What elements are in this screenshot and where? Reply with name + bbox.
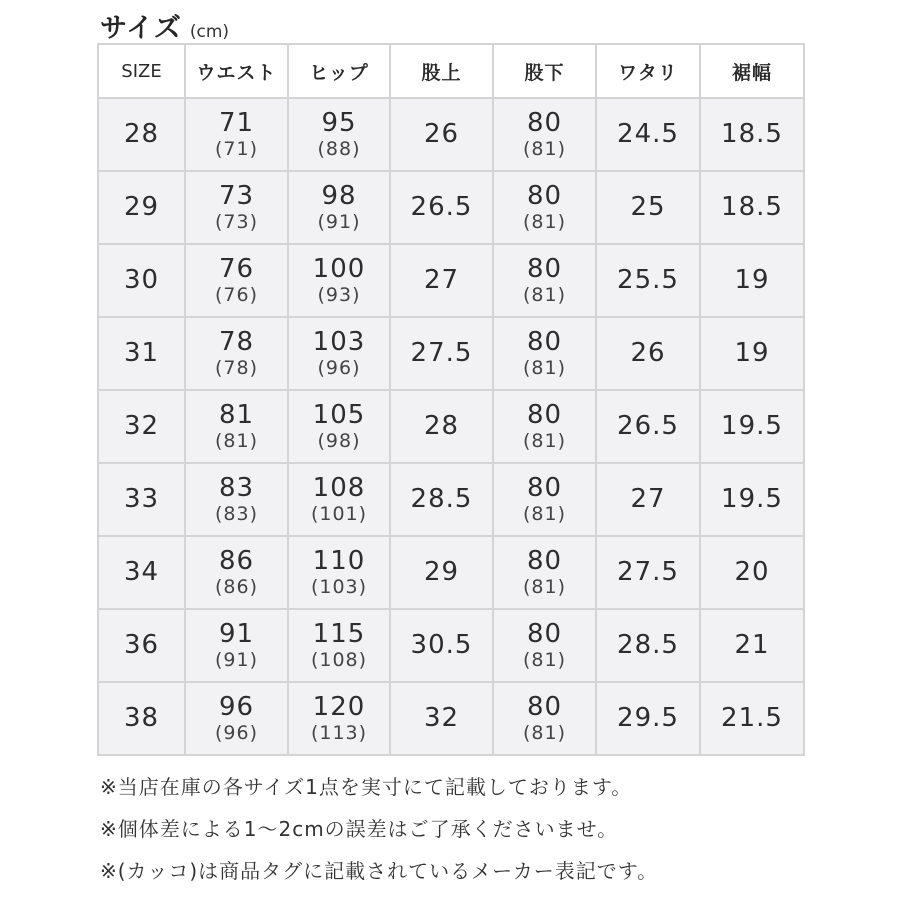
cell-thigh-value: 29.5 — [617, 703, 679, 733]
cell-size-value: 38 — [123, 703, 160, 733]
cell-inseam-value: 80 — [526, 546, 563, 576]
header-hip: ヒップ — [288, 44, 390, 98]
table-row — [98, 536, 804, 609]
cell-thigh-value: 25 — [630, 192, 666, 222]
cell-size — [98, 317, 185, 390]
cell-thigh-value: 24.5 — [617, 119, 679, 149]
cell-hem — [700, 536, 804, 609]
cell-thigh-value: 28.5 — [617, 630, 679, 660]
cell-inseam-value: 80 — [526, 327, 563, 357]
cell-inseam — [493, 463, 596, 536]
title-text: サイズ — [100, 13, 182, 44]
cell-size-value: 29 — [123, 192, 160, 222]
table-row — [98, 390, 804, 463]
cell-inseam — [493, 98, 596, 171]
cell-waist — [185, 536, 288, 609]
note-tag-label: ※(カッコ)は商品タグに記載されているメーカー表記です。 — [100, 859, 659, 883]
cell-hem-value: 21 — [734, 630, 770, 660]
table-row — [98, 98, 804, 171]
cell-hem — [700, 609, 804, 682]
cell-size-value: 34 — [123, 557, 160, 587]
cell-waist-value: 76 — [218, 254, 255, 284]
cell-waist-value: 96 — [218, 692, 255, 722]
cell-rise-value: 26.5 — [410, 192, 473, 222]
table-header — [98, 44, 804, 98]
cell-hip — [288, 536, 390, 609]
cell-inseam-tag-value: (81) — [522, 211, 566, 233]
cell-waist-tag-value: (78) — [214, 357, 258, 379]
cell-waist — [185, 317, 288, 390]
cell-inseam-tag-value: (81) — [522, 503, 566, 525]
cell-rise — [390, 317, 493, 390]
table-row — [98, 171, 804, 244]
cell-rise-value: 28.5 — [410, 484, 473, 514]
cell-inseam-tag-value: (81) — [522, 649, 566, 671]
cell-size — [98, 98, 185, 171]
cell-hip — [288, 98, 390, 171]
cell-hem — [700, 98, 804, 171]
cell-hip-tag-value: (103) — [310, 576, 368, 598]
cell-inseam-tag-value: (81) — [522, 284, 566, 306]
cell-inseam — [493, 317, 596, 390]
cell-size — [98, 390, 185, 463]
cell-thigh-value: 27.5 — [617, 557, 679, 587]
cell-rise — [390, 171, 493, 244]
notes — [100, 766, 880, 892]
cell-waist-tag-value: (96) — [214, 722, 258, 744]
cell-hip-tag-value: (91) — [317, 211, 361, 233]
cell-hip-tag-value: (98) — [317, 430, 361, 452]
header-rise: 股上 — [390, 44, 493, 98]
cell-inseam-tag-value: (81) — [522, 430, 566, 452]
cell-inseam-tag-value: (81) — [522, 138, 566, 160]
cell-hip-tag-value: (96) — [317, 357, 361, 379]
cell-rise — [390, 390, 493, 463]
cell-rise-value: 29 — [423, 557, 460, 587]
cell-thigh-value: 26.5 — [617, 411, 679, 441]
cell-thigh — [596, 682, 700, 755]
cell-inseam — [493, 609, 596, 682]
cell-thigh — [596, 317, 700, 390]
cell-waist-tag-value: (86) — [214, 576, 258, 598]
cell-size — [98, 609, 185, 682]
cell-hem-value: 20 — [734, 557, 770, 587]
note-tolerance: ※個体差による1〜2cmの誤差はご了承くださいませ。 — [100, 817, 619, 841]
cell-hip-tag-value: (113) — [310, 722, 368, 744]
cell-size-value: 30 — [123, 265, 160, 295]
cell-size-value: 33 — [123, 484, 160, 514]
cell-inseam-value: 80 — [526, 181, 563, 211]
cell-hip-value: 100 — [312, 254, 366, 284]
cell-hem — [700, 171, 804, 244]
cell-hip — [288, 171, 390, 244]
cell-waist-value: 91 — [218, 619, 255, 649]
header-thigh: ワタリ — [596, 44, 700, 98]
cell-inseam — [493, 390, 596, 463]
header-waist: ウエスト — [185, 44, 288, 98]
cell-hip-value: 110 — [312, 546, 366, 576]
cell-waist-value: 71 — [218, 108, 255, 138]
cell-rise-value: 28 — [423, 411, 460, 441]
cell-size-value: 32 — [123, 411, 160, 441]
cell-thigh — [596, 536, 700, 609]
cell-inseam — [493, 244, 596, 317]
cell-size — [98, 463, 185, 536]
cell-thigh — [596, 98, 700, 171]
cell-hip — [288, 317, 390, 390]
cell-hip-value: 108 — [312, 473, 366, 503]
cell-inseam-value: 80 — [526, 400, 563, 430]
cell-size-value: 36 — [123, 630, 160, 660]
cell-thigh — [596, 463, 700, 536]
cell-waist — [185, 609, 288, 682]
cell-waist-tag-value: (76) — [214, 284, 258, 306]
cell-hem — [700, 682, 804, 755]
cell-inseam-tag-value: (81) — [522, 576, 566, 598]
cell-hip-tag-value: (93) — [317, 284, 361, 306]
cell-hem-value: 18.5 — [721, 119, 783, 149]
cell-size — [98, 244, 185, 317]
cell-rise — [390, 609, 493, 682]
cell-waist — [185, 171, 288, 244]
cell-rise — [390, 536, 493, 609]
cell-hip-tag-value: (108) — [310, 649, 368, 671]
cell-rise — [390, 682, 493, 755]
page-title — [100, 6, 229, 42]
cell-rise-value: 26 — [423, 119, 460, 149]
cell-rise-value: 32 — [423, 703, 460, 733]
cell-waist-value: 78 — [218, 327, 255, 357]
cell-waist-value: 73 — [218, 181, 255, 211]
cell-size-value: 31 — [123, 338, 160, 368]
cell-waist-tag-value: (71) — [214, 138, 258, 160]
header-hem: 裾幅 — [700, 44, 804, 98]
cell-hip — [288, 609, 390, 682]
note-measurement: ※当店在庫の各サイズ1点を実寸にて記載しております。 — [100, 775, 633, 799]
table-row — [98, 244, 804, 317]
cell-hem — [700, 244, 804, 317]
cell-waist — [185, 682, 288, 755]
cell-thigh-value: 25.5 — [617, 265, 679, 295]
cell-hem-value: 21.5 — [721, 703, 783, 733]
cell-hip-tag-value: (101) — [310, 503, 368, 525]
header-size: SIZE — [98, 44, 185, 98]
cell-hip-value: 95 — [321, 108, 357, 138]
cell-rise — [390, 98, 493, 171]
cell-rise-value: 27.5 — [410, 338, 473, 368]
cell-waist-value: 81 — [218, 400, 255, 430]
table-row — [98, 609, 804, 682]
cell-waist-value: 83 — [218, 473, 255, 503]
table-row — [98, 317, 804, 390]
cell-waist-tag-value: (83) — [214, 503, 258, 525]
cell-hip-value: 103 — [312, 327, 366, 357]
cell-thigh — [596, 171, 700, 244]
cell-waist-tag-value: (81) — [214, 430, 258, 452]
cell-inseam — [493, 536, 596, 609]
cell-inseam-value: 80 — [526, 108, 563, 138]
cell-hip — [288, 682, 390, 755]
cell-hem — [700, 317, 804, 390]
cell-hem-value: 18.5 — [721, 192, 783, 222]
cell-inseam — [493, 682, 596, 755]
cell-waist — [185, 244, 288, 317]
cell-thigh-value: 27 — [630, 484, 666, 514]
cell-rise-value: 27 — [423, 265, 460, 295]
cell-inseam-value: 80 — [526, 473, 563, 503]
cell-inseam-value: 80 — [526, 254, 563, 284]
cell-inseam — [493, 171, 596, 244]
table-row — [98, 682, 804, 755]
cell-waist — [185, 98, 288, 171]
table-row — [98, 463, 804, 536]
cell-waist-tag-value: (73) — [214, 211, 258, 233]
cell-inseam-value: 80 — [526, 619, 563, 649]
cell-hip — [288, 463, 390, 536]
table-body — [98, 98, 804, 755]
cell-size — [98, 682, 185, 755]
cell-hip — [288, 390, 390, 463]
cell-rise — [390, 244, 493, 317]
cell-waist — [185, 463, 288, 536]
title-unit: (cm) — [189, 22, 230, 42]
cell-inseam-tag-value: (81) — [522, 722, 566, 744]
cell-hip-tag-value: (88) — [317, 138, 361, 160]
cell-size-value: 28 — [123, 119, 160, 149]
cell-hem — [700, 463, 804, 536]
cell-waist — [185, 390, 288, 463]
cell-hip-value: 115 — [312, 619, 366, 649]
cell-thigh-value: 26 — [630, 338, 666, 368]
cell-hem-value: 19.5 — [721, 411, 783, 441]
cell-waist-value: 86 — [218, 546, 255, 576]
cell-waist-tag-value: (91) — [214, 649, 258, 671]
cell-hem-value: 19 — [734, 338, 770, 368]
cell-hip-value: 105 — [312, 400, 366, 430]
cell-rise — [390, 463, 493, 536]
size-table — [97, 43, 805, 756]
header-row — [98, 44, 804, 98]
cell-rise-value: 30.5 — [410, 630, 473, 660]
cell-hip — [288, 244, 390, 317]
cell-size — [98, 536, 185, 609]
cell-hem-value: 19.5 — [721, 484, 783, 514]
cell-hem-value: 19 — [734, 265, 770, 295]
cell-thigh — [596, 609, 700, 682]
cell-size — [98, 171, 185, 244]
cell-thigh — [596, 390, 700, 463]
cell-inseam-tag-value: (81) — [522, 357, 566, 379]
cell-inseam-value: 80 — [526, 692, 563, 722]
cell-hip-value: 98 — [321, 181, 357, 211]
cell-hip-value: 120 — [312, 692, 366, 722]
cell-thigh — [596, 244, 700, 317]
cell-hem — [700, 390, 804, 463]
header-inseam: 股下 — [493, 44, 596, 98]
